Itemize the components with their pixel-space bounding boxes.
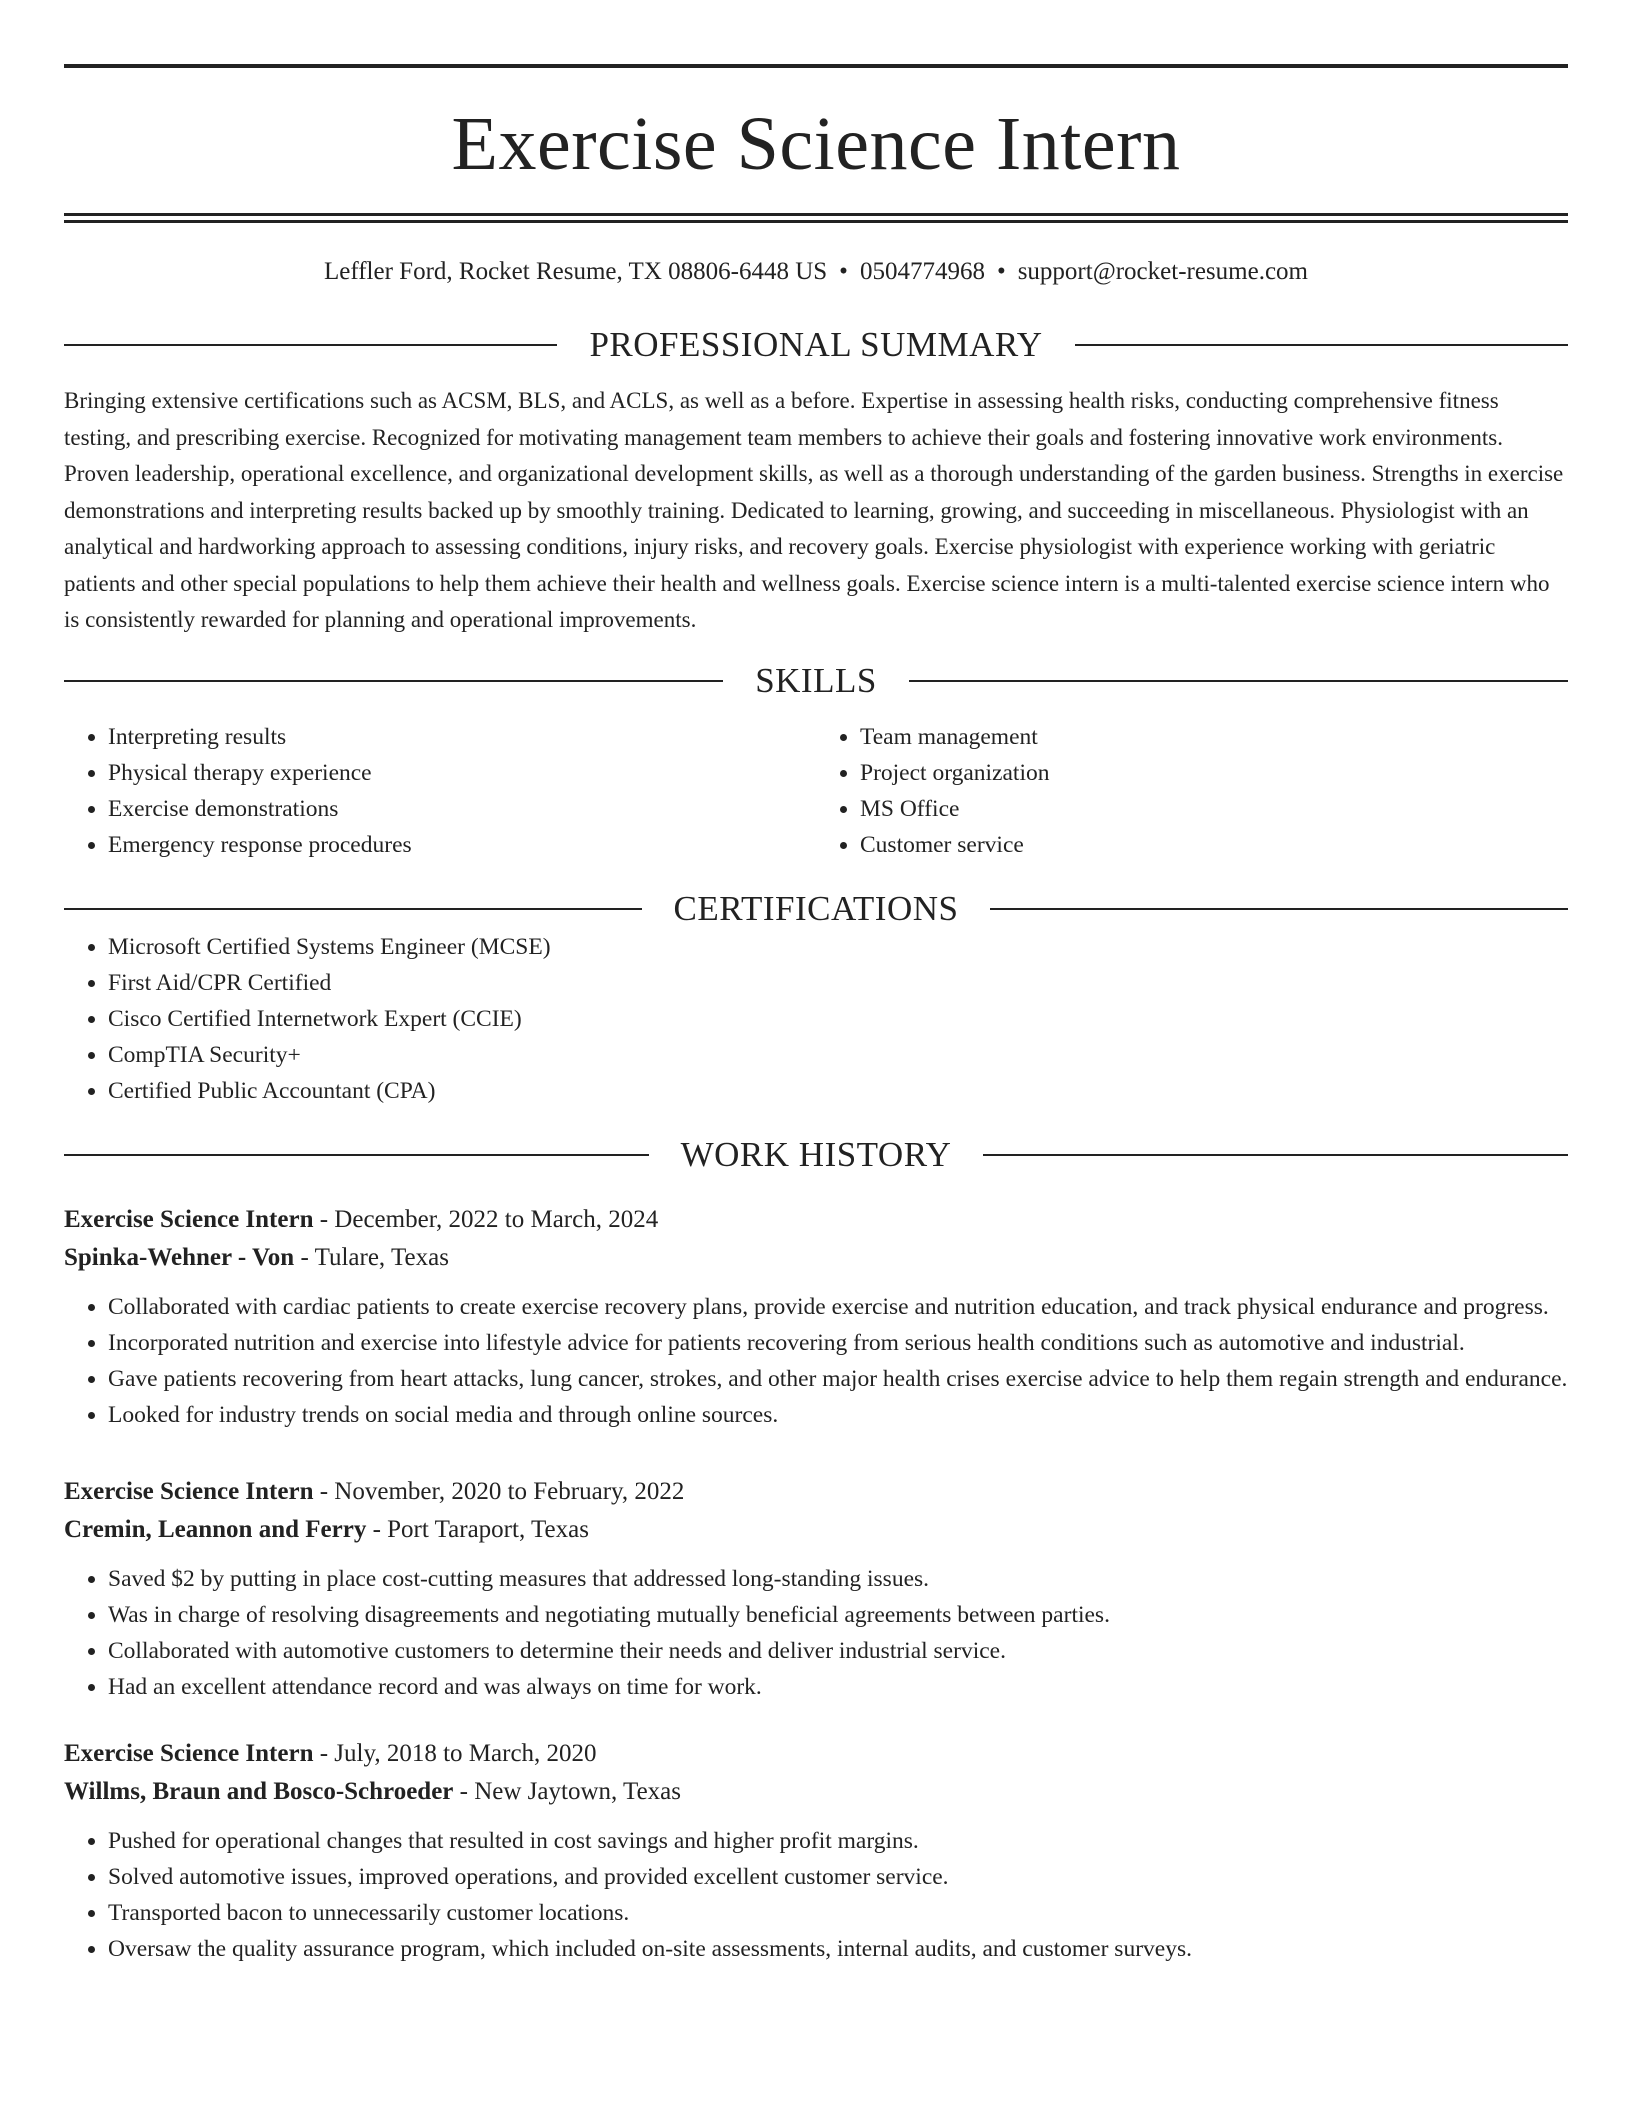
job-location: - Port Taraport, Texas [366,1515,589,1543]
job-bullet: • Had an excellent attendance record and was always on time for work. [108,1669,1568,1705]
job-bullet: • Oversaw the quality assurance program, which included on-site assessments, internal audits, and customer surveys. [108,1931,1568,1967]
summary-heading [64,325,1568,365]
job-title: Exercise Science Intern [64,1205,314,1233]
skill-item: • MS Office [860,791,1568,827]
job-bullet: • Looked for industry trends on social media and through online sources. [108,1397,1568,1433]
job-location: - Tulare, Texas [294,1243,449,1271]
job-dates: - July, 2018 to March, 2020 [313,1739,597,1767]
summary-heading-label: PROFESSIONAL SUMMARY [589,325,1043,364]
heading-rule-left [64,680,723,682]
job-bullet: • Collaborated with cardiac patients to create exercise recovery plans, provide exercise and nutrition education, and track physical endurance and progress. [108,1289,1568,1325]
contact-address: Leffler Ford, Rocket Resume, TX 08806-6448 US [323,258,828,285]
job-dates: - November, 2020 to February, 2022 [313,1477,685,1505]
contact-phone: 0504774968 [859,258,985,285]
job-company-line [64,1239,1568,1277]
certification-item: • Microsoft Certified Systems Engineer (MCSE) [108,929,1568,965]
job-bullets [64,1289,1568,1433]
work-heading-label: WORK HISTORY [680,1134,952,1174]
certifications-list [64,929,1568,1109]
heading-rule-left [64,344,557,346]
job-bullet: • Transported bacon to unnecessarily customer locations. [108,1895,1568,1931]
job-bullets [64,1561,1568,1705]
skill-item: • Project organization [860,755,1568,791]
skill-item: • Team management [860,719,1568,755]
heading-rule-right [1075,344,1568,346]
job-company-line [64,1511,1568,1549]
job-location: - New Jaytown, Texas [453,1777,682,1805]
skill-item: • Exercise demonstrations [108,791,816,827]
skill-item: • Customer service [860,827,1568,863]
job-title: Exercise Science Intern [64,1477,314,1505]
title-double-rule [64,213,1568,223]
job-title: Exercise Science Intern [64,1739,314,1767]
contact-separator: • [839,258,848,285]
job-entry [64,1735,1568,1967]
job-entry [64,1473,1568,1705]
contact-email: support@rocket-resume.com [1017,258,1308,285]
job-bullet: • Pushed for operational changes that resulted in cost savings and higher profit margins. [108,1823,1568,1859]
job-title-line [64,1473,1568,1511]
contact-separator: • [996,258,1006,285]
job-title-line [64,1201,1568,1239]
job-bullets [64,1823,1568,1967]
job-bullet: • Incorporated nutrition and exercise into lifestyle advice for patients recovering from serious health conditions such as automotive and industrial. [108,1325,1568,1361]
job-bullet: • Saved $2 by putting in place cost-cutting measures that addressed long-standing issues. [108,1561,1568,1597]
job-company: Spinka-Wehner - Von [64,1243,295,1271]
job-bullet: • Gave patients recovering from heart attacks, lung cancer, strokes, and other major health crises exercise advice to help them regain strength and endurance. [108,1361,1568,1397]
skill-item: • Emergency response procedures [108,827,816,863]
summary-text: Bringing extensive certifications such as ACSM, BLS, and ACLS, as well as a before. Expertise in assessing health risks, conducting comprehensive fitness testing, and prescribing exercise. Recognized for motivating management team members to achieve their goals and fostering innovative work environments. Proven leadership, operational excellence, and organizational development skills, as well as a thorough understanding of the garden business. Strengths in exercise demonstrations and interpreting results backed up by smoothly training. Dedicated to learning, growing, and succeeding in miscellaneous. Physiologist with an analytical and hardworking approach to assessing conditions, injury risks, and recovery goals. Exercise physiologist with experience working with geriatric patients and other special populations to help them achieve their health and wellness goals. Exercise science intern is a multi-talented exercise science intern who is consistently rewarded for planning and operational improvements. [64,388,1564,632]
top-rule [64,64,1568,68]
job-company: Cremin, Leannon and Ferry [64,1515,367,1543]
contact-line [64,257,1568,287]
job-bullet: • Was in charge of resolving disagreements and negotiating mutually beneficial agreements between parties. [108,1597,1568,1633]
skills-heading [64,661,1568,701]
heading-rule-right [909,680,1568,682]
resume-page [64,64,1568,1967]
certification-item: • Certified Public Accountant (CPA) [108,1073,1568,1109]
skills-heading-label: SKILLS [755,660,877,700]
job-title-line [64,1735,1568,1773]
job-company-line [64,1773,1568,1811]
certification-item: • Cisco Certified Internetwork Expert (CCIE) [108,1001,1568,1037]
certification-item: • CompTIA Security+ [108,1037,1568,1073]
skill-item: • Interpreting results [108,719,816,755]
certifications-heading-label: CERTIFICATIONS [673,888,959,928]
heading-rule-right [990,908,1568,910]
skills-list-left [64,719,816,863]
skills-list-right [816,719,1568,863]
heading-rule-left [64,908,642,910]
skill-item: • Physical therapy experience [108,755,816,791]
heading-rule-left [64,1154,649,1156]
job-dates: - December, 2022 to March, 2024 [313,1205,659,1233]
heading-rule-right [983,1154,1568,1156]
job-company: Willms, Braun and Bosco-Schroeder [64,1777,454,1805]
certification-item: • First Aid/CPR Certified [108,965,1568,1001]
job-bullet: • Solved automotive issues, improved operations, and provided excellent customer service. [108,1859,1568,1895]
skills-grid [64,719,1568,863]
work-heading [64,1135,1568,1175]
certifications-heading [64,889,1568,929]
job-bullet: • Collaborated with automotive customers to determine their needs and deliver industrial service. [108,1633,1568,1669]
job-entry [64,1201,1568,1433]
resume-title: Exercise Science Intern [451,102,1181,186]
